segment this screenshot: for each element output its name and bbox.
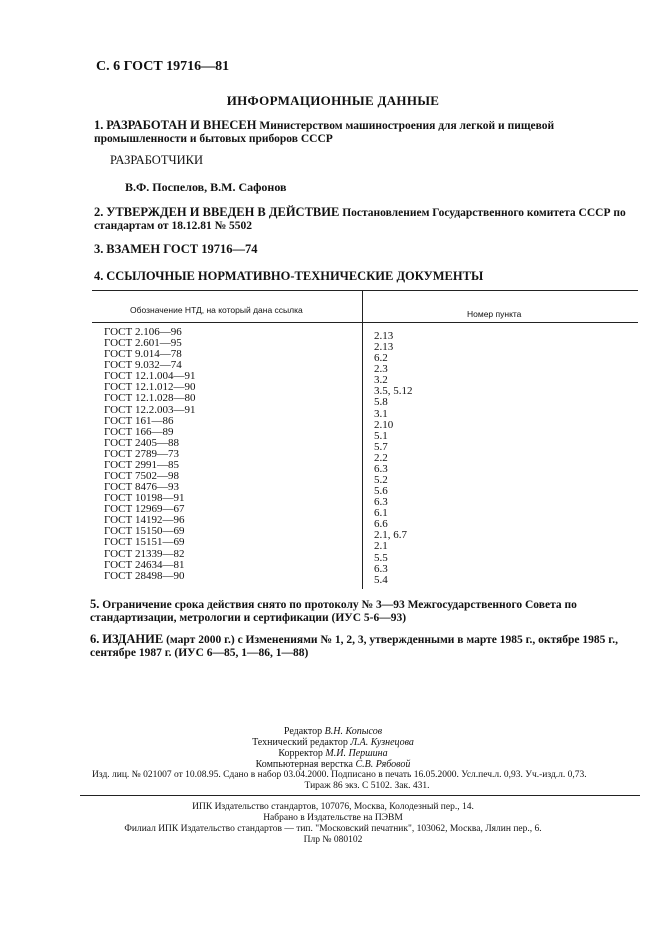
developers-heading: РАЗРАБОТЧИКИ: [110, 153, 203, 167]
credit-role: Корректор: [278, 748, 323, 759]
credit-name: Л.А. Кузнецова: [350, 737, 414, 748]
credit-role: Компьютерная верстка: [255, 759, 353, 770]
table-column-documents: [104, 327, 195, 582]
table-cell-clause: 2.13: [374, 330, 394, 342]
table-cell-document: ГОСТ 8476—93: [104, 481, 179, 494]
table-cell-document: ГОСТ 14192—96: [104, 514, 185, 527]
table-cell-clause: 6.3: [374, 462, 388, 475]
credit-role: Технический редактор: [252, 737, 348, 748]
info-item-3: [94, 243, 257, 257]
table-cell-clause: 5.8: [374, 396, 388, 409]
item-number: 1.: [94, 118, 104, 132]
table-cell-document: ГОСТ 10198—91: [104, 492, 185, 505]
table-cell-document: ГОСТ 166—89: [104, 425, 174, 438]
credit-line: [0, 737, 666, 748]
table-cell-clause: 6.3: [374, 562, 388, 575]
item-text: Постановлением Государственного комитета СССР по стандартам от 18.12.81 № 5502: [94, 207, 626, 232]
table-cell-clause: 3.1: [374, 407, 388, 420]
publication-line-2: Тираж 86 экз. С 5102. Зак. 431.: [304, 781, 430, 791]
footer-line-1: ИПК Издательство стандартов, 107076, Москва, Колодезный пер., 14.: [192, 802, 474, 812]
item-lead: УТВЕРЖДЕН И ВВЕДЕН В ДЕЙСТВИЕ: [106, 205, 340, 219]
info-item-2: [94, 206, 639, 233]
table-cell-document: ГОСТ 28498—90: [104, 569, 185, 582]
item-text: Министерством машиностроения для легкой и пищевой промышленности и бытовых приборов СССР: [94, 120, 555, 145]
item-number: 5.: [90, 597, 100, 611]
table-cell-document: ГОСТ 7502—98: [104, 470, 179, 483]
table-top-rule: [92, 290, 638, 291]
item-number: 4.: [94, 269, 104, 283]
footer-line-2: Набрано в Издательстве на ПЭВМ: [263, 813, 403, 823]
table-cell-clause: 5.6: [374, 485, 388, 498]
credit-name: М.И. Першина: [325, 748, 388, 759]
developers-names: В.Ф. Поспелов, В.М. Сафонов: [125, 180, 287, 194]
table-cell-clause: 2.10: [374, 418, 394, 431]
footer-line-4: Плр № 080102: [303, 835, 363, 845]
table-column-clauses: [374, 331, 413, 586]
table-cell-clause: 6.6: [374, 518, 388, 531]
table-cell-clause: 5.5: [374, 551, 388, 564]
info-item-4: [94, 270, 483, 284]
credit-role: Редактор: [283, 726, 323, 737]
table-header-rule: [92, 322, 638, 323]
credit-line: [0, 759, 666, 770]
table-cell-clause: 2.3: [374, 363, 388, 376]
footer-rule: [80, 795, 640, 796]
table-cell-clause: 3.2: [374, 374, 388, 387]
table-cell-clause: 5.4: [374, 573, 388, 586]
item-lead: ССЫЛОЧНЫЕ НОРМАТИВНО-ТЕХНИЧЕСКИЕ ДОКУМЕНТЫ: [106, 269, 484, 283]
publication-line-1: Изд. лиц. № 021007 от 10.08.95. Сдано в набор 03.04.2000. Подписано в печать 16.05.2000. Усл.печ.л. 0,93. Уч.-изд.л. 0,73.: [92, 770, 587, 780]
footer-line-3: Филиал ИПК Издательство стандартов — тип. "Московский печатник", 103062, Москва, Лялин пер., 6.: [124, 824, 542, 834]
item-number: 6.: [90, 632, 100, 646]
table-cell-document: ГОСТ 12.2.003—91: [104, 403, 196, 416]
item-lead: ВЗАМЕН ГОСТ 19716—74: [106, 242, 258, 256]
editorial-credits: [0, 726, 666, 770]
table-cell-document: ГОСТ 12.1.012—90: [104, 381, 196, 394]
table-cell-clause: 3.5, 5.12: [374, 385, 413, 398]
table-cell-clause: 2.1: [374, 540, 388, 553]
table-cell-document: ГОСТ 2.106—96: [104, 326, 182, 338]
table-cell-document: ГОСТ 2789—73: [104, 447, 179, 460]
table-cell-document: ГОСТ 15151—69: [104, 536, 185, 549]
table-cell-clause: 2.13: [374, 341, 394, 354]
table-cell-clause: 2.1, 6.7: [374, 529, 407, 542]
table-cell-document: ГОСТ 2991—85: [104, 458, 179, 471]
table-cell-document: ГОСТ 2.601—95: [104, 337, 182, 350]
item-lead: ИЗДАНИЕ: [102, 632, 164, 646]
info-item-1: [94, 119, 639, 146]
table-cell-document: ГОСТ 9.032—74: [104, 359, 182, 372]
item-number: 2.: [94, 205, 104, 219]
table-cell-clause: 6.3: [374, 496, 388, 509]
table-column-divider: [362, 290, 363, 589]
credit-name: С.В. Рябовой: [355, 759, 411, 770]
credit-line: [0, 726, 666, 737]
credit-line: [0, 748, 666, 759]
table-cell-clause: 2.2: [374, 451, 388, 464]
item-number: 3.: [94, 242, 104, 256]
table-cell-document: ГОСТ 24634—81: [104, 558, 185, 571]
publication-info: [92, 770, 642, 792]
table-cell-document: ГОСТ 12969—67: [104, 503, 185, 516]
item-lead: РАЗРАБОТАН И ВНЕСЕН: [106, 118, 257, 132]
reference-table: [92, 290, 638, 589]
table-cell-clause: 6.2: [374, 352, 388, 365]
table-cell-document: ГОСТ 2405—88: [104, 436, 179, 449]
table-cell-document: ГОСТ 9.014—78: [104, 348, 182, 361]
table-cell-document: ГОСТ 15150—69: [104, 525, 185, 538]
section-title: ИНФОРМАЦИОННЫЕ ДАННЫЕ: [226, 93, 440, 108]
table-cell-document: ГОСТ 21339—82: [104, 547, 185, 560]
table-cell-document: ГОСТ 12.1.028—80: [104, 392, 196, 405]
table-cell-clause: 5.2: [374, 474, 388, 487]
item-text: (март 2000 г.) с Изменениями № 1, 2, 3, утвержденными в марте 1985 г., октябре 1985 г., сентябре 1987 г. (ИУС 6—85, 1—86, 1—88): [90, 634, 618, 659]
info-item-6: [90, 633, 640, 660]
table-cell-clause: 5.7: [374, 440, 388, 453]
item-text: Ограничение срока действия снято по протоколу № 3—93 Межгосударственного Совета по стандартизации, метрологии и сертификации (ИУС 5-6—93): [90, 599, 577, 624]
table-cell-document: ГОСТ 161—86: [104, 414, 174, 427]
page-header: С. 6 ГОСТ 19716—81: [96, 59, 230, 74]
info-item-5: [90, 598, 640, 625]
table-cell-clause: 6.1: [374, 507, 388, 520]
table-header-clause: Номер пункта: [467, 309, 522, 319]
table-cell-document: ГОСТ 12.1.004—91: [104, 370, 196, 383]
table-cell-clause: 5.1: [374, 429, 388, 442]
table-header-document: Обозначение НТД, на который дана ссылка: [130, 305, 303, 315]
credit-name: В.Н. Копысов: [324, 726, 383, 737]
publisher-footer: [0, 802, 666, 846]
